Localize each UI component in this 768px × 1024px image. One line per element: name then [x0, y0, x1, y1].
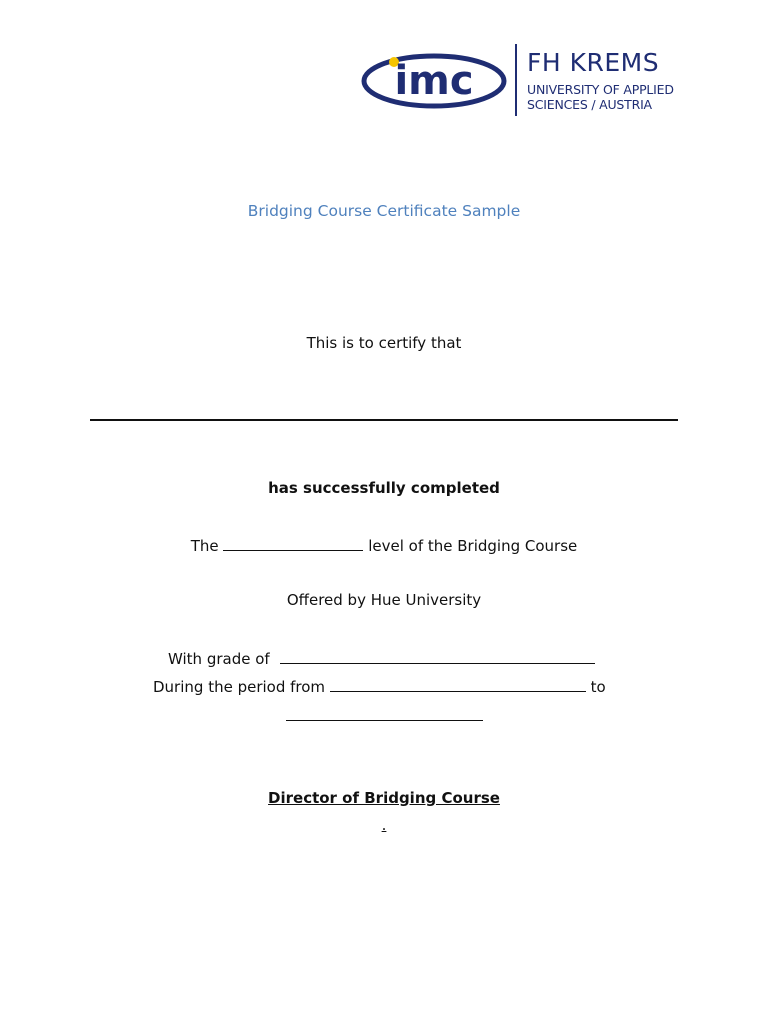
- grade-blank: [280, 648, 595, 664]
- completed-statement: has successfully completed: [268, 479, 500, 497]
- logo-institution-name: FH KREMS: [527, 48, 660, 77]
- logo-subtitle-line2: SCIENCES / AUSTRIA: [527, 97, 652, 112]
- grade-label: With grade of: [168, 650, 270, 668]
- offered-by: Offered by Hue University: [286, 591, 482, 609]
- institution-logo: [360, 44, 680, 118]
- period-end-blank: [286, 704, 483, 721]
- grade-line: [168, 648, 595, 668]
- logo-divider: [515, 44, 517, 116]
- imc-logo-text: imc: [394, 58, 474, 104]
- recipient-name-line: [90, 419, 678, 421]
- level-suffix: level of the Bridging Course: [368, 537, 578, 555]
- level-prefix: The: [190, 537, 219, 555]
- certificate-title: Bridging Course Certificate Sample: [247, 202, 521, 220]
- level-line: [0, 535, 768, 555]
- period-start-blank: [330, 676, 586, 692]
- signature-dot: .: [381, 816, 387, 834]
- director-signature-label: Director of Bridging Course: [268, 789, 500, 807]
- level-blank: [223, 535, 363, 551]
- logo-subtitle-line1: UNIVERSITY OF APPLIED: [527, 82, 674, 97]
- period-label: During the period from: [153, 678, 326, 696]
- certify-statement: This is to certify that: [306, 334, 462, 352]
- period-to: to: [590, 678, 606, 696]
- imc-logo-mark: [360, 48, 508, 110]
- period-line: [153, 676, 606, 696]
